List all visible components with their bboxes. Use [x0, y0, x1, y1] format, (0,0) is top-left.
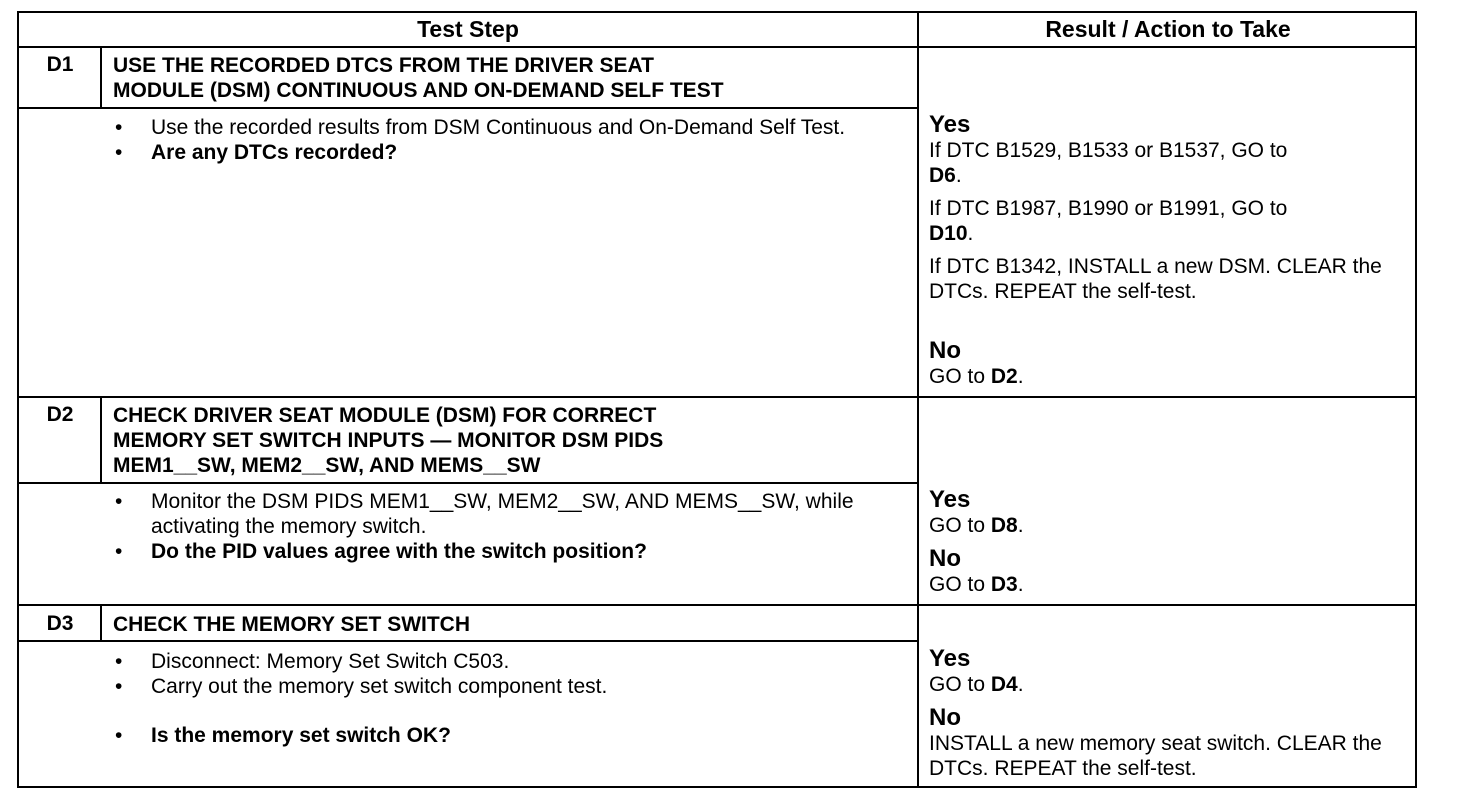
- step-title-d2: CHECK DRIVER SEAT MODULE (DSM) FOR CORRECT MEMORY SET SWITCH INPUTS — MONITOR DSM PIDS MEM1__SW, MEM2__SW, AND MEMS__SW: [113, 404, 664, 477]
- result-line: GO to D8.: [929, 514, 1024, 537]
- step-id-d1: D1: [46, 53, 74, 76]
- result-line: GO to D3.: [929, 573, 1024, 596]
- title-divider-d1: [19, 107, 917, 109]
- yes-label: Yes: [929, 645, 971, 672]
- bullet-item: • Monitor the DSM PIDS MEM1__SW, MEM2__SW, AND MEMS__SW, while activating the memory switch.: [115, 490, 854, 538]
- step-bullets-d2: [111, 489, 901, 564]
- column-divider: [917, 13, 919, 786]
- no-label: No: [929, 337, 961, 364]
- bullet-question: • Do the PID values agree with the switch position?: [115, 540, 647, 563]
- diagnostic-table: [17, 11, 1417, 788]
- row-divider-d1: [19, 396, 1415, 398]
- row-divider-d2: [19, 604, 1415, 606]
- no-label: No: [929, 704, 961, 731]
- header-test-step: Test Step: [417, 16, 519, 42]
- result-d2: [929, 487, 1409, 597]
- header-result-action: Result / Action to Take: [1045, 16, 1291, 42]
- bullet-item: • Carry out the memory set switch component test.: [115, 675, 608, 698]
- step-title-d3: CHECK THE MEMORY SET SWITCH: [113, 613, 471, 636]
- result-d1: [929, 112, 1409, 389]
- bullet-item: • Use the recorded results from DSM Continuous and On-Demand Self Test.: [115, 116, 846, 139]
- step-bullets-d3: [111, 649, 901, 748]
- result-line: GO to D4.: [929, 673, 1024, 696]
- step-id-d3: D3: [46, 612, 74, 635]
- result-line: If DTC B1987, B1990 or B1991, GO to D10.: [929, 197, 1288, 245]
- title-divider-d2: [19, 482, 917, 484]
- title-divider-d3: [19, 640, 917, 642]
- result-line: GO to D2.: [929, 365, 1024, 388]
- result-d3: [929, 646, 1409, 781]
- yes-label: Yes: [929, 486, 971, 513]
- result-line: INSTALL a new memory seat switch. CLEAR the DTCs. REPEAT the self-test.: [929, 732, 1382, 780]
- header-divider: [19, 46, 1415, 48]
- bullet-item: • Disconnect: Memory Set Switch C503.: [115, 650, 510, 673]
- result-line: If DTC B1529, B1533 or B1537, GO to D6.: [929, 139, 1288, 187]
- step-title-d1: USE THE RECORDED DTCS FROM THE DRIVER SEAT MODULE (DSM) CONTINUOUS AND ON-DEMAND SELF TEST: [113, 54, 724, 102]
- step-bullets-d1: [111, 115, 901, 165]
- yes-label: Yes: [929, 111, 971, 138]
- result-line: If DTC B1342, INSTALL a new DSM. CLEAR the DTCs. REPEAT the self-test.: [929, 255, 1382, 303]
- bullet-question: • Is the memory set switch OK?: [115, 724, 451, 747]
- no-label: No: [929, 545, 961, 572]
- step-id-d2: D2: [46, 403, 74, 426]
- bullet-question: • Are any DTCs recorded?: [115, 141, 398, 164]
